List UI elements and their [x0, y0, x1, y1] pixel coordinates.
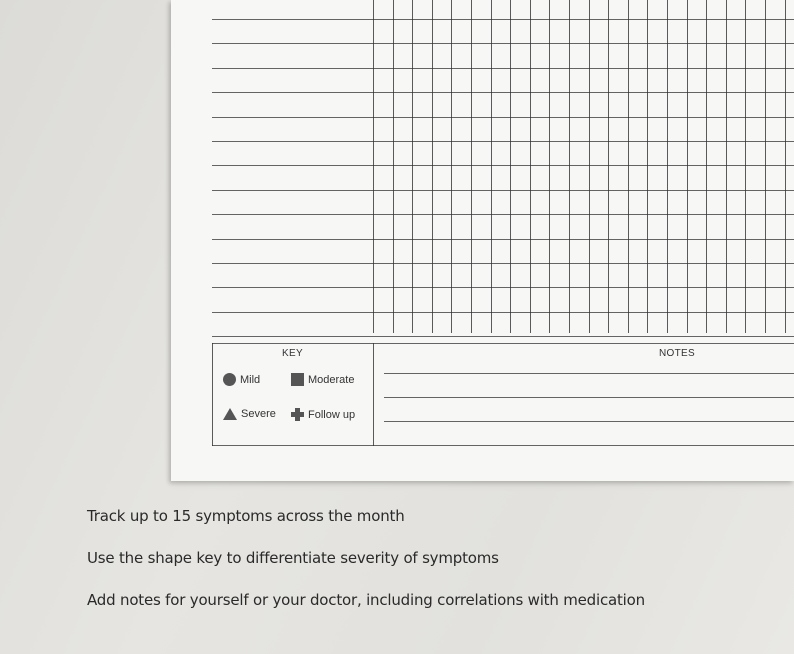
caption-shape-key: Use the shape key to differentiate severity of symptoms: [87, 549, 499, 567]
notes-title: NOTES: [659, 348, 695, 359]
key-label-moderate: Moderate: [308, 373, 355, 386]
key-item-moderate: [291, 373, 354, 386]
caption-track: Track up to 15 symptoms across the month: [87, 507, 405, 525]
triangle-icon: [223, 408, 237, 420]
key-item-severe: [223, 408, 276, 420]
key-label-mild: Mild: [240, 373, 261, 386]
key-box: [212, 343, 373, 445]
caption-notes: Add notes for yourself or your doctor, including correlations with medication: [87, 591, 645, 609]
key-title: KEY: [282, 348, 303, 359]
key-label-follow-up: Follow up: [308, 408, 356, 421]
circle-icon: [223, 373, 236, 386]
plus-icon: [291, 408, 304, 421]
key-label-severe: Severe: [241, 408, 276, 420]
key-item-mild: [223, 373, 260, 386]
key-item-follow-up: [291, 408, 355, 421]
square-icon: [291, 373, 304, 386]
